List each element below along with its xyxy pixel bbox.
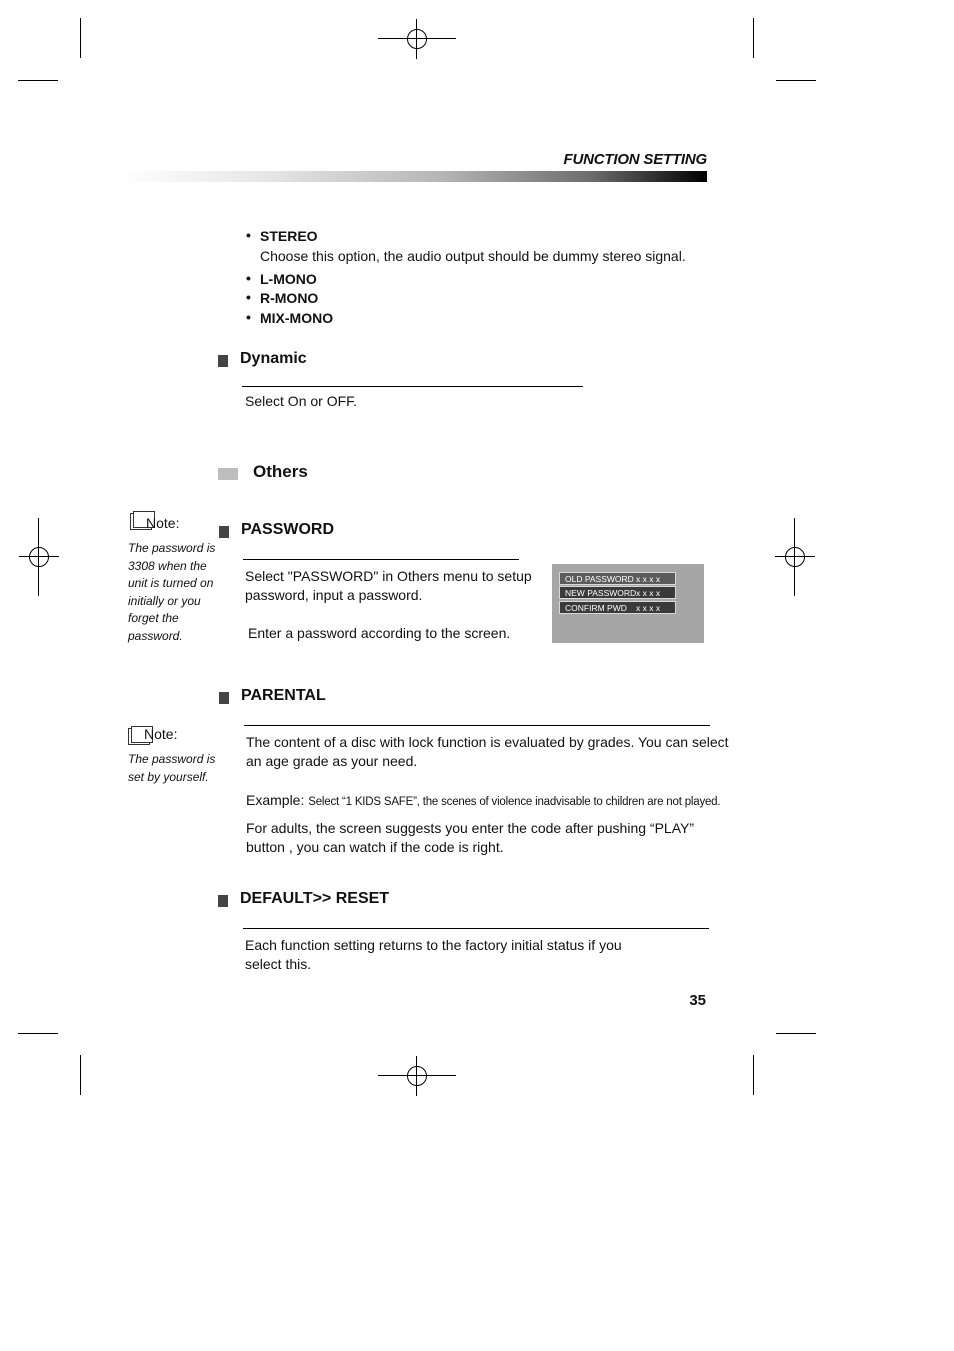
- example-prefix: Example:: [246, 792, 305, 808]
- default-reset-body-line: select this.: [245, 956, 312, 972]
- section-divider: [243, 559, 519, 560]
- crop-mark: [80, 18, 81, 58]
- section-marker-icon: [219, 692, 229, 704]
- registration-mark-right: [775, 518, 815, 596]
- default-reset-heading: DEFAULT>> RESET: [240, 890, 390, 907]
- section-marker-icon: [218, 355, 228, 367]
- registration-mark-left: [19, 518, 59, 596]
- crop-mark: [18, 80, 58, 81]
- parental-body-line: button , you can watch if the code is right.: [246, 839, 504, 855]
- password-osd-screen: [552, 564, 704, 643]
- crop-mark: [776, 1033, 816, 1034]
- parental-heading: PARENTAL: [241, 687, 326, 704]
- section-marker-icon: [218, 468, 238, 480]
- osd-row-old-password: OLD PASSWORD x x x x: [559, 572, 676, 585]
- parental-body-line: an age grade as your need.: [246, 753, 418, 769]
- parental-body-line: For adults, the screen suggests you enter the code after pushing “PLAY”: [246, 820, 694, 836]
- registration-mark-bottom: [378, 1056, 456, 1096]
- option-r-mono: R-MONO: [260, 290, 319, 306]
- page-number: 35: [689, 992, 706, 1009]
- option-stereo: STEREO: [260, 228, 318, 244]
- note-label: Note:: [146, 515, 180, 531]
- parental-example: [246, 791, 720, 812]
- section-divider: [242, 386, 583, 387]
- note-text: The password is set by yourself.: [128, 752, 216, 784]
- crop-mark: [18, 1033, 58, 1034]
- bullet-icon: •: [246, 270, 251, 286]
- option-l-mono: L-MONO: [260, 271, 317, 287]
- default-reset-body-line: Each function setting returns to the factory initial status if you: [245, 937, 622, 953]
- section-marker-icon: [219, 526, 229, 538]
- option-mix-mono: MIX-MONO: [260, 310, 334, 326]
- password-body-line: password, input a password.: [245, 587, 423, 603]
- crop-mark: [776, 80, 816, 81]
- section-divider: [244, 725, 710, 726]
- password-heading: PASSWORD: [241, 521, 335, 538]
- note-label: Note:: [144, 726, 178, 742]
- parental-body-line: The content of a disc with lock function is evaluated by grades. You can select: [246, 734, 729, 750]
- header-gradient-bar: [120, 171, 707, 182]
- osd-row-confirm-pwd: CONFIRM PWD x x x x: [559, 601, 676, 614]
- section-divider: [243, 928, 709, 929]
- registration-mark-top: [378, 19, 456, 59]
- crop-mark: [753, 18, 754, 58]
- password-body-line: Select "PASSWORD" in Others menu to setup: [245, 568, 532, 584]
- others-heading: Others: [253, 462, 308, 481]
- note-text: The password is 3308 when the unit is turned on initially or you forget the password.: [128, 541, 216, 643]
- option-stereo-description: Choose this option, the audio output should be dummy stereo signal.: [260, 248, 686, 264]
- bullet-icon: •: [246, 227, 251, 243]
- bullet-icon: •: [246, 309, 251, 325]
- dynamic-heading: Dynamic: [240, 350, 307, 367]
- password-body-line: Enter a password according to the screen.: [248, 625, 511, 641]
- section-marker-icon: [218, 895, 228, 907]
- example-text: Select “1 KIDS SAFE”, the scenes of violence inadvisable to children are not played.: [308, 796, 721, 808]
- dynamic-body: Select On or OFF.: [245, 393, 358, 409]
- crop-mark: [753, 1055, 754, 1095]
- crop-mark: [80, 1055, 81, 1095]
- section-title: FUNCTION SETTING: [563, 151, 707, 168]
- bullet-icon: •: [246, 289, 251, 305]
- osd-row-new-password: NEW PASSWORD x x x x: [559, 586, 676, 599]
